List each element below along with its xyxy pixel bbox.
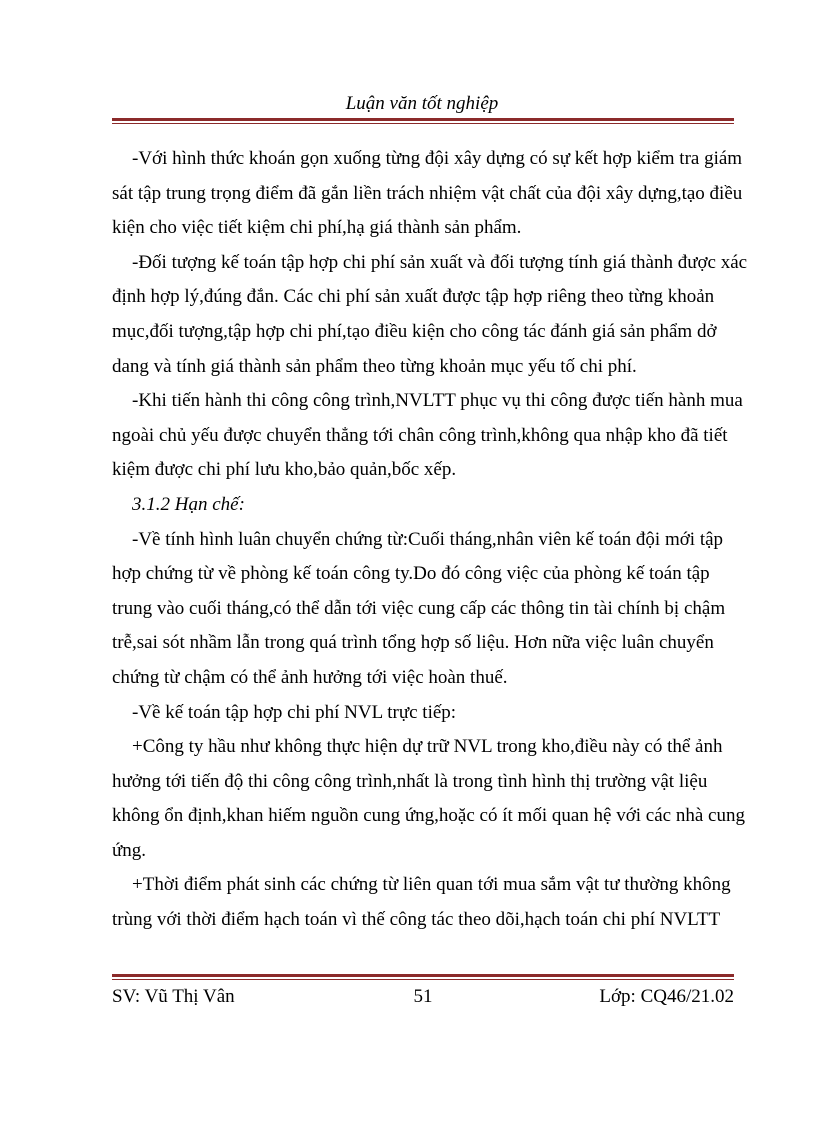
page-body bbox=[112, 142, 748, 938]
body-line: sát tập trung trọng điểm đã gắn liền trách nhiệm vật chất của đội xây dựng,tạo điều bbox=[112, 182, 743, 204]
body-line: -Về kế toán tập hợp chi phí NVL trực tiếp: bbox=[132, 701, 457, 723]
body-line: ứng. bbox=[112, 839, 147, 861]
page-footer bbox=[112, 984, 734, 1010]
body-line: kiện cho việc tiết kiệm chi phí,hạ giá thành sản phẩm. bbox=[112, 217, 522, 239]
body-line: -Về tính hình luân chuyển chứng từ:Cuối tháng,nhân viên kế toán đội mới tập bbox=[132, 528, 724, 550]
footer-rule bbox=[112, 974, 734, 980]
header-rule bbox=[112, 118, 734, 124]
body-line: mục,đối tượng,tập hợp chi phí,tạo điều kiện cho công tác đánh giá sản phẩm dở bbox=[112, 320, 717, 342]
body-line: +Công ty hầu như không thực hiện dự trữ NVL trong kho,điều này có thể ảnh bbox=[132, 736, 723, 758]
body-line: dang và tính giá thành sản phẩm theo từng khoản mục yếu tố chi phí. bbox=[112, 355, 637, 377]
body-line: trùng với thời điểm hạch toán vì thế công tác theo dõi,hạch toán chi phí NVLTT bbox=[112, 909, 721, 931]
body-line: hợp chứng từ về phòng kế toán công ty.Do đó công việc của phòng kế toán tập bbox=[112, 563, 710, 585]
footer-rule-thick bbox=[112, 974, 734, 977]
body-line: không ổn định,khan hiếm nguồn cung ứng,hoặc có ít mối quan hệ với các nhà cung bbox=[112, 805, 745, 827]
header-rule-thick bbox=[112, 118, 734, 121]
header-rule-thin bbox=[112, 123, 734, 124]
body-line: -Khi tiến hành thi công công trình,NVLTT phục vụ thi công được tiến hành mua bbox=[132, 390, 743, 412]
body-line: +Thời điểm phát sinh các chứng từ liên quan tới mua sắm vật tư thường không bbox=[132, 874, 731, 896]
body-line: hưởng tới tiến độ thi công công trình,nhất là trong tình hình thị trường vật liệu bbox=[112, 770, 708, 792]
footer-student-name: SV: Vũ Thị Vân bbox=[112, 986, 235, 1007]
footer-class: Lớp: CQ46/21.02 bbox=[599, 986, 734, 1007]
body-line: chứng từ chậm có thể ảnh hưởng tới việc hoàn thuế. bbox=[112, 666, 508, 688]
section-heading: 3.1.2 Hạn chế: bbox=[132, 493, 245, 515]
body-line: -Đối tượng kế toán tập hợp chi phí sản xuất và đối tượng tính giá thành được xác bbox=[132, 251, 748, 273]
footer-rule-thin bbox=[112, 979, 734, 980]
body-line: ngoài chủ yếu được chuyển thẳng tới chân công trình,không qua nhập kho đã tiết bbox=[112, 424, 728, 446]
page-header-title: Luận văn tốt nghiệp bbox=[345, 93, 499, 114]
body-line: trễ,sai sót nhầm lẫn trong quá trình tổng hợp số liệu. Hơn nữa việc luân chuyển bbox=[112, 632, 714, 654]
body-line: kiệm được chi phí lưu kho,bảo quản,bốc xếp. bbox=[112, 459, 457, 481]
body-line: định hợp lý,đúng đắn. Các chi phí sản xuất được tập hợp riêng theo từng khoản bbox=[112, 286, 715, 308]
body-line: -Với hình thức khoán gọn xuống từng đội xây dựng có sự kết hợp kiểm tra giám bbox=[132, 148, 743, 169]
body-line: trung vào cuối tháng,có thể dẫn tới việc cung cấp các thông tin tài chính bị chậm bbox=[112, 597, 726, 619]
footer-page-number: 51 bbox=[413, 986, 433, 1007]
